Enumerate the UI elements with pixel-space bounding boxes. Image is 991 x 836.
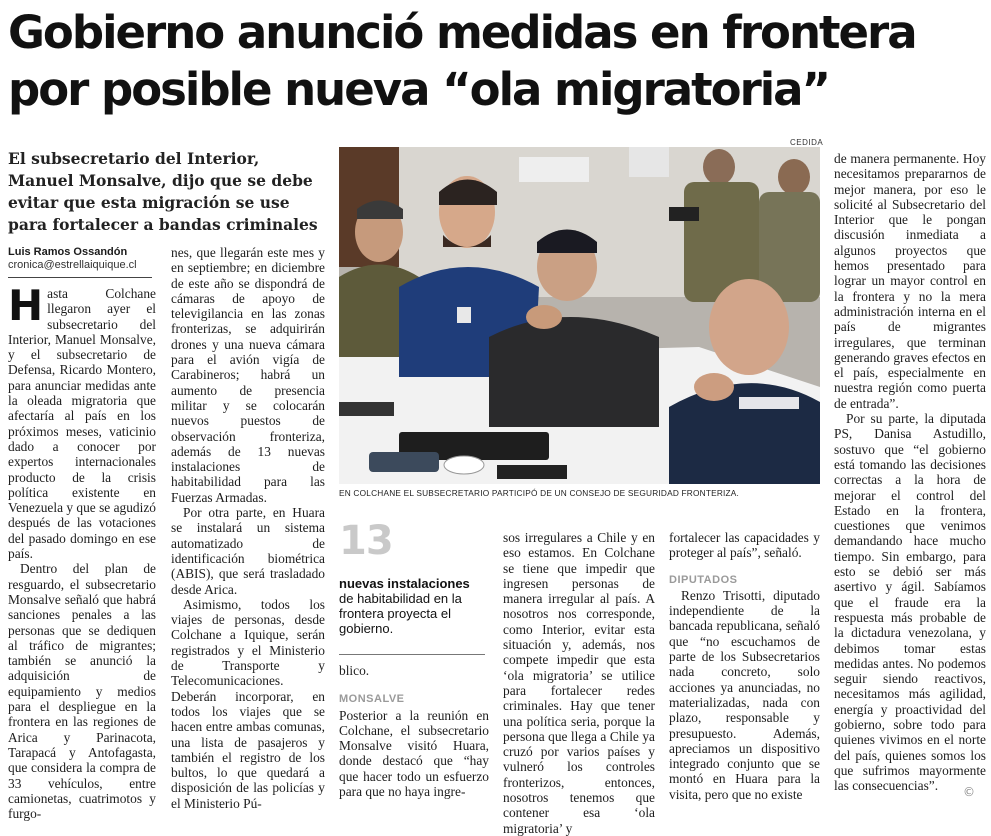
article-paragraph: Asimismo, todos los viajes de personas, desde Colchane a Iquique, serán registrados y el Ministerio de Transporte y Telecomunicaciones. Deberán incorporar, en todos los viajes que se hacen entre ambas comunas, una lista de pasajeros y también el registro de los bultos, lo que quedará a disposición de las policías y el Ministerio Pú- xyxy=(171,596,325,811)
article-column-3 xyxy=(339,663,489,806)
headline-line-1: Gobierno anunció medidas en frontera xyxy=(8,6,916,59)
section-subhead: DIPUTADOS xyxy=(669,573,738,586)
article-paragraph: blico. xyxy=(339,663,370,678)
headline-line-2: por posible nueva “ola migratoria” xyxy=(8,63,830,116)
stat-label xyxy=(339,576,487,636)
stat-number: 13 xyxy=(339,518,393,564)
article-paragraph: Por otra parte, en Huara se instalará un sistema automatizado de identificación biométrica (ABIS), que será trasladado desde Arica. xyxy=(171,505,325,597)
article-column-5 xyxy=(669,530,820,806)
news-photo xyxy=(339,147,820,484)
article-paragraph xyxy=(8,281,156,562)
byline-divider xyxy=(8,277,152,278)
deck-summary: El subsecretario del Interior, Manuel Monsalve, dijo que se debe evitar que esta migración se use para fortalecer a bandas criminales xyxy=(8,149,318,234)
article-paragraph: de manera permanente. Hoy necesitamos prepararnos de mejor manera, por eso le solicité al Subsecretario del Interior que le pongan discusión inmediata a algunos proyectos que hemos presentado para lograr un mayor control en la frontera y no la mera administración interna en el país de migrantes irregulares, que terminan generando graves efectos en el país, especialmente en nuestra región como puerta de entrada”. xyxy=(834,151,986,411)
article-paragraph: fortalecer las capacidades y proteger al país”, señaló. xyxy=(669,530,820,561)
drop-cap: H xyxy=(8,281,44,330)
article-paragraph: Renzo Trisotti, diputado independiente de la bancada republicana, señaló que “no escuchamos de parte de los Subsecretarios nada concreto, solo acciones ya anunciadas, no materializadas, nada con plazo, responsable y presupuesto. Además, apreciamos un dispositivo integrado conjunto que se montó en Huara para la visita, pero que no existe xyxy=(669,587,820,802)
section-subhead: MONSALVE xyxy=(339,693,405,706)
article-paragraph: nes, que llegarán este mes y en septiembre; en diciembre de este año se dispondrá de cámaras de apoyo de televigilancia en las zonas fronterizas, se adquirirán drones y una nueva cámara para el avión vigía de Carabineros; habrá un aumento de presencia militar y se colocarán nuevos puestos de observación fronteriza, además de 13 nuevas instalaciones de habitabilidad para las Fuerzas Armadas. xyxy=(171,245,325,505)
article-paragraph: Posterior a la reunión en Colchane, el subsecretario Monsalve visitó Huara, donde destacó que “hay que hacer todo un esfuerzo para que no haya ingre- xyxy=(339,707,489,800)
article-column-1 xyxy=(8,281,156,822)
article-column-2 xyxy=(171,245,325,811)
copyright-icon: © xyxy=(963,785,975,799)
author-email: cronica@estrellaiquique.cl xyxy=(8,259,137,271)
article-column-4 xyxy=(503,530,655,836)
article-column-6 xyxy=(834,151,986,806)
stat-divider xyxy=(339,654,485,655)
paragraph-text: asta Colchane llegaron ayer el subsecretario del Interior, Manuel Monsalve, y el subsecretario de Defensa, Ricardo Montero, para anunciar medidas ante la oleada migratoria que afectaría al país en los próximos meses, vaticinio dado a conocer por expertos internacionales producto de la crisis política existente en Venezuela y que se agudizó después de las votaciones del pasado domingo en ese país. xyxy=(8,286,156,562)
meeting-photo-illustration xyxy=(339,147,820,484)
photo-credit: CEDIDA xyxy=(790,138,824,147)
stat-label-rest: de habitabilidad en la frontera proyecta el gobierno. xyxy=(339,591,462,636)
author-name: Luis Ramos Ossandón xyxy=(8,246,128,258)
article-paragraph: Dentro del plan de resguardo, el subsecretario Monsalve señaló que habrá sanciones penales a las personas que se dediquen al tráfico de migrantes; también se anunció la adquisición de equipamiento y medios para el despliegue en la frontera en las regiones de Arica y Parinacota, Tarapacá y Antofagasta, que considera la compra de 33 vehículos, entre camionetas, cuatrimotos y furgo- xyxy=(8,561,156,822)
headline xyxy=(8,4,983,118)
stat-label-bold: nuevas instalaciones xyxy=(339,576,470,591)
article-paragraph: sos irregulares a Chile y en eso estamos. En Colchane se tiene que impedir que ingresen personas de manera irregular al país. A nosotros nos corresponde, como Interior, evitar esta situación y, además, nos compete impedir que esta ‘ola migratoria’ se utilice para fortalecer redes criminales. Hay que tener una política seria, porque la persona que llega a Chile ya cruzó por varios países y vulneró los controles fronterizos, entonces, nosotros tenemos que contener esa ‘ola migratoria’ y xyxy=(503,530,655,836)
article-paragraph: Por su parte, la diputada PS, Danisa Astudillo, sostuvo que “el gobierno está tomando las decisiones correctas a la hora de mejorar el control del Estado en la frontera, cuestiones que venimos demandando hace mucho tiempo. Sin embargo, para esto se debió ser más asertivo y ágil. Sabíamos que el fraude era la respuesta más probable de la dictadura venezolana, y debimos tomar estas medidas antes. No podemos seguir siendo reactivos, necesitamos más agilidad, energía y proactividad del gobierno, sobre todo para quienes vivimos en el norte del país, quienes somos los que sufrimos mayormente las consecuencias”. xyxy=(834,411,986,794)
photo-caption: EN COLCHANE EL SUBSECRETARIO PARTICIPÓ DE UN CONSEJO DE SEGURIDAD FRONTERIZA. xyxy=(339,488,740,498)
